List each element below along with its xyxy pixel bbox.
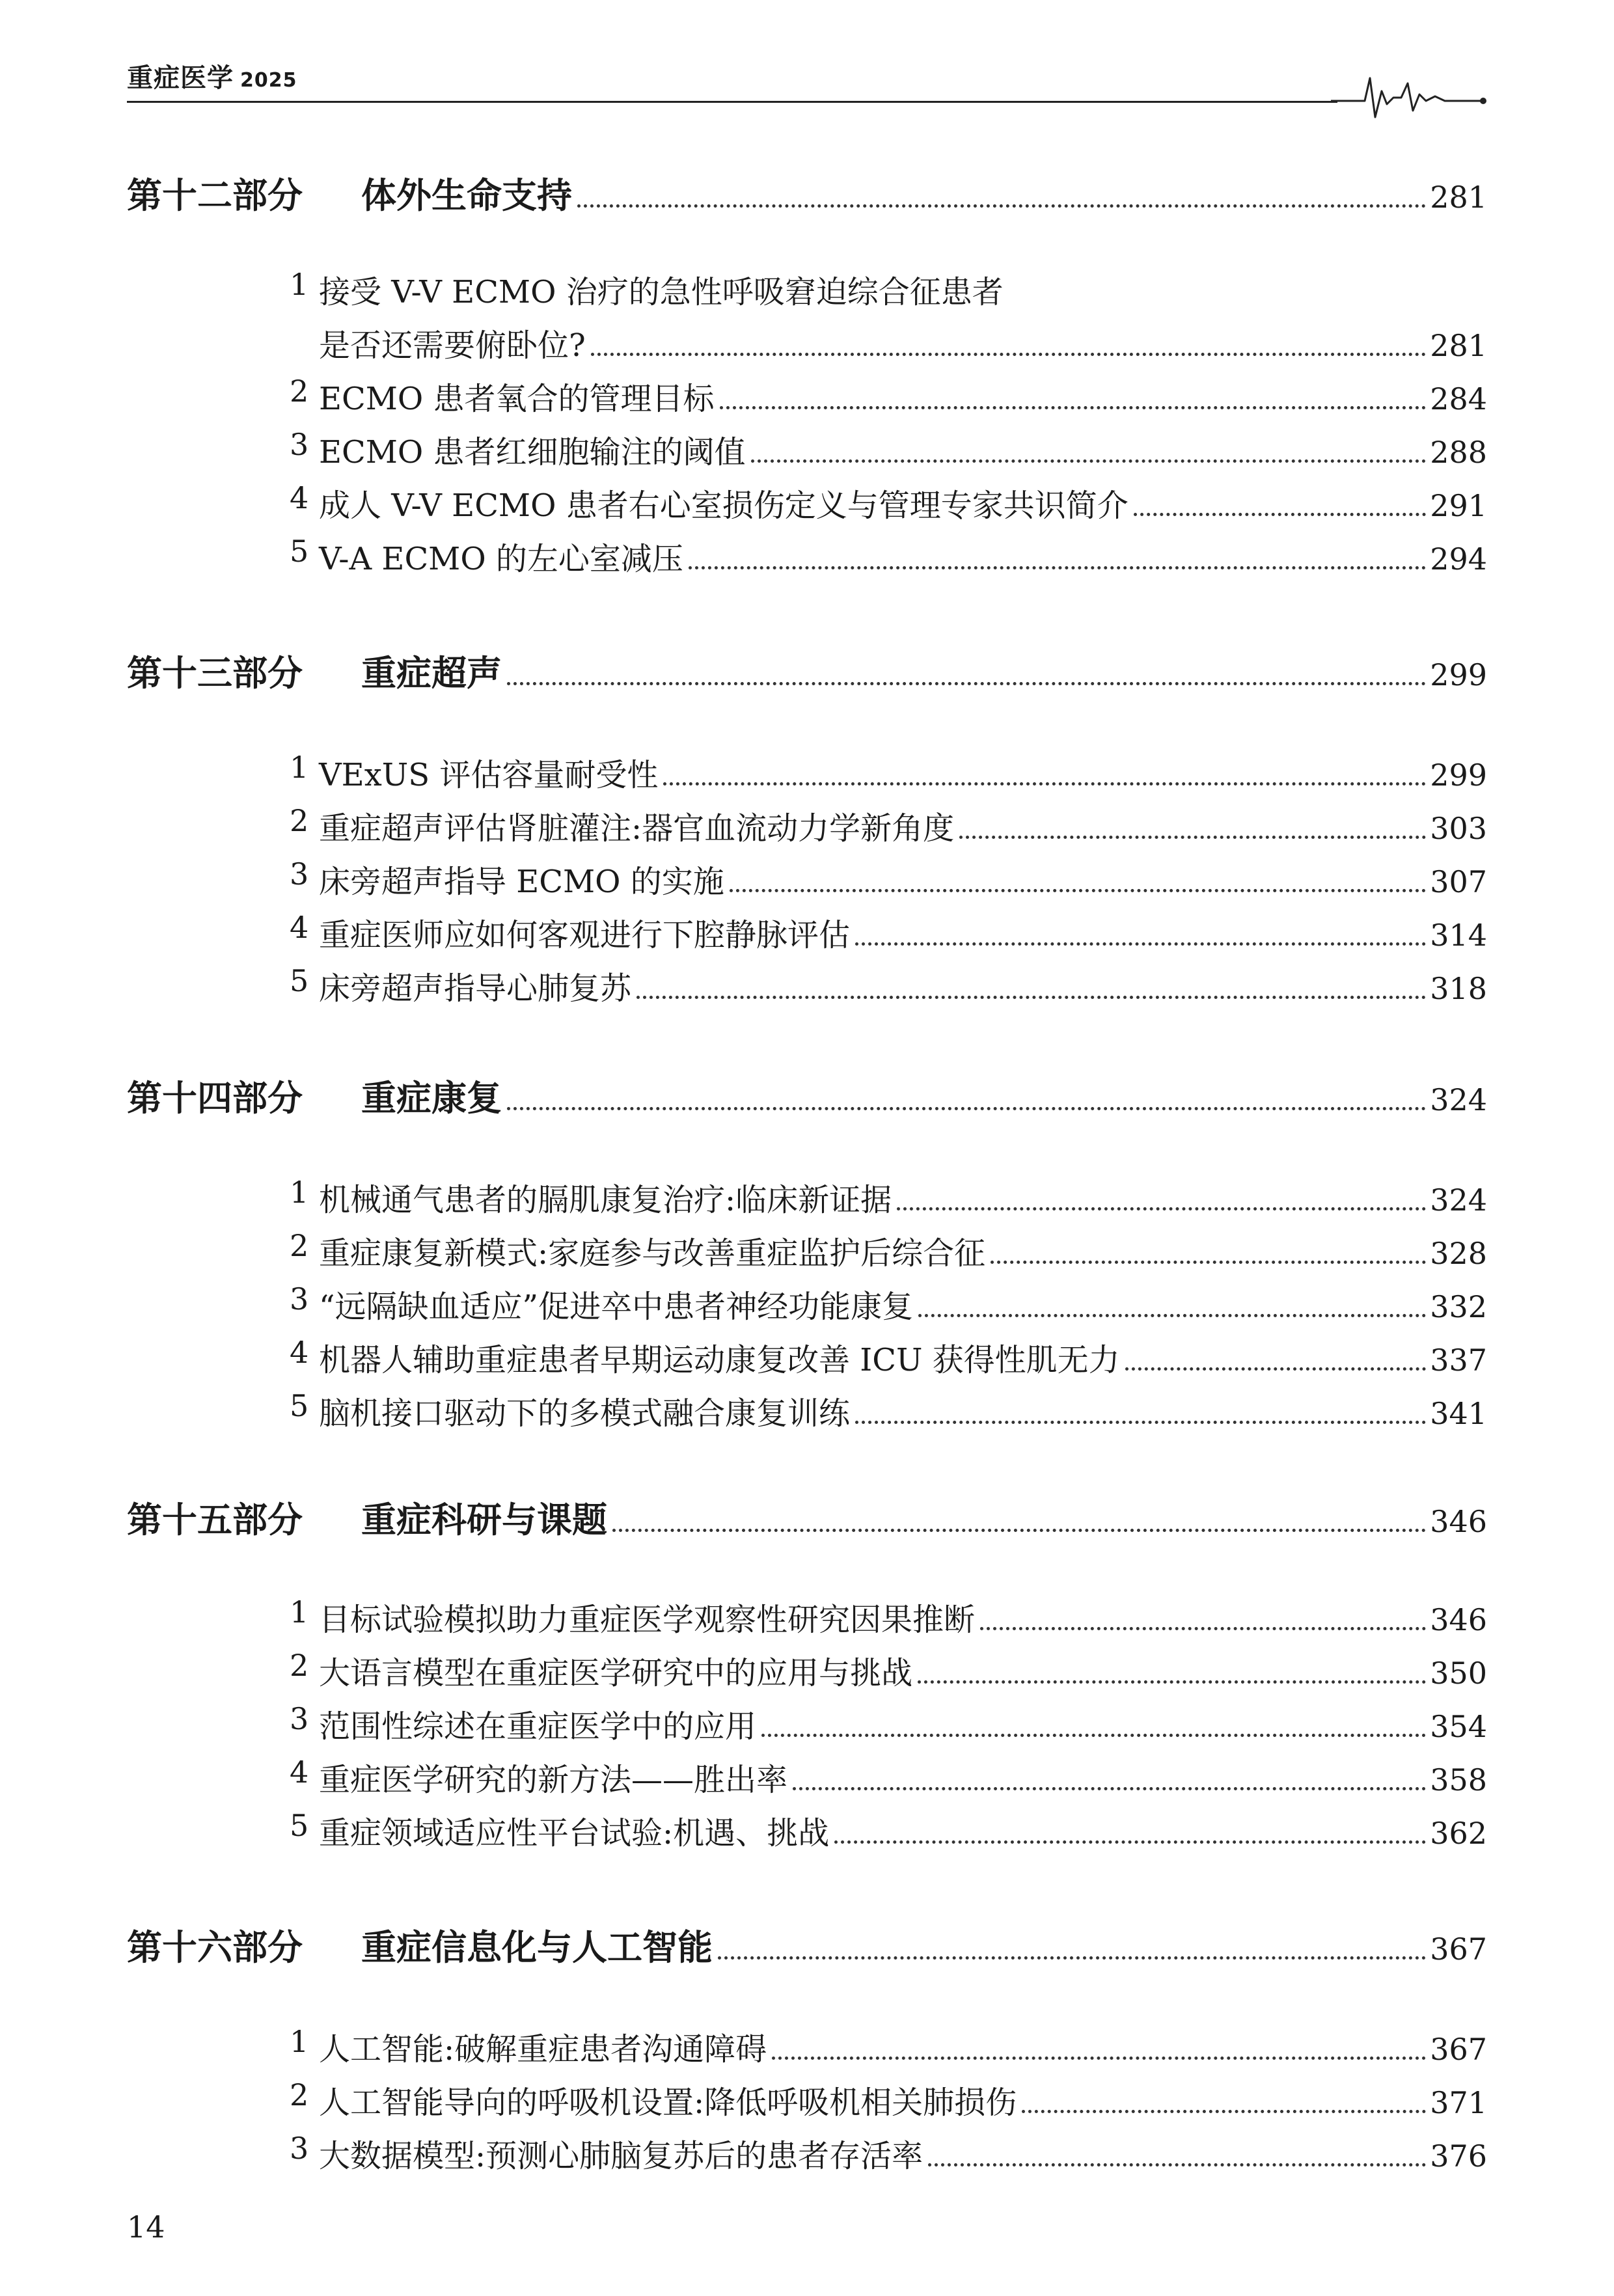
entry-page: 307 bbox=[1430, 864, 1487, 899]
part-heading[interactable] bbox=[127, 1071, 1487, 1119]
toc-entry[interactable] bbox=[290, 1755, 1487, 1800]
entry-number: 2 bbox=[290, 803, 309, 838]
part-number: 第十五部分 bbox=[127, 1499, 303, 1540]
toc-entry[interactable] bbox=[290, 1594, 1487, 1640]
book-title bbox=[127, 57, 297, 94]
part-page: 281 bbox=[1430, 180, 1487, 215]
dot-leader bbox=[980, 1627, 1426, 1630]
part-number: 第十二部分 bbox=[127, 175, 303, 216]
entry-number: 3 bbox=[290, 856, 309, 892]
entry-title: 范围性综述在重症医学中的应用 bbox=[319, 1708, 757, 1745]
toc-entry[interactable] bbox=[290, 750, 1487, 795]
entry-title: ECMO 患者氧合的管理目标 bbox=[319, 381, 715, 417]
entry-number: 5 bbox=[290, 1808, 309, 1843]
entry-page: 299 bbox=[1430, 758, 1487, 793]
entry-title: VExUS 评估容量耐受性 bbox=[319, 757, 659, 793]
dot-leader bbox=[689, 566, 1426, 569]
entry-title: 大数据模型:预测心肺脑复苏后的患者存活率 bbox=[319, 2138, 923, 2174]
entry-number: 2 bbox=[290, 374, 309, 409]
entry-title: 机械通气患者的膈肌康复治疗:临床新证据 bbox=[319, 1182, 892, 1218]
dot-leader bbox=[793, 1787, 1426, 1790]
part-number: 第十三部分 bbox=[127, 653, 303, 694]
toc-entry[interactable] bbox=[290, 267, 1487, 312]
dot-leader bbox=[751, 459, 1427, 463]
entry-title: 大语言模型在重症医学研究中的应用与挑战 bbox=[319, 1655, 913, 1691]
toc-entry[interactable] bbox=[290, 856, 1487, 902]
toc-entry[interactable] bbox=[290, 1281, 1487, 1327]
entry-number: 1 bbox=[290, 1175, 309, 1210]
toc-entry[interactable] bbox=[290, 1701, 1487, 1747]
part-title: 重症康复 bbox=[361, 1078, 502, 1119]
entry-page: 350 bbox=[1430, 1656, 1487, 1691]
toc-entry[interactable] bbox=[290, 2131, 1487, 2176]
toc-entry[interactable] bbox=[290, 803, 1487, 849]
toc-entry[interactable] bbox=[290, 374, 1487, 419]
toc-entry[interactable] bbox=[290, 1808, 1487, 1853]
dot-leader bbox=[855, 1421, 1426, 1424]
entry-title-line2: 是否还需要俯卧位? bbox=[319, 327, 586, 364]
entry-page: 362 bbox=[1430, 1816, 1487, 1851]
toc-entry[interactable] bbox=[290, 427, 1487, 472]
entry-title: 床旁超声指导 ECMO 的实施 bbox=[319, 864, 724, 900]
dot-leader bbox=[897, 1207, 1426, 1210]
dot-leader bbox=[918, 1314, 1426, 1317]
entry-page: 281 bbox=[1430, 328, 1487, 363]
toc-entry[interactable] bbox=[290, 910, 1487, 955]
entry-title: ECMO 患者红细胞输注的阈值 bbox=[319, 434, 746, 471]
entry-page: 376 bbox=[1430, 2139, 1487, 2174]
part-page: 346 bbox=[1430, 1504, 1487, 1539]
entry-number: 4 bbox=[290, 480, 309, 515]
part-page: 324 bbox=[1430, 1082, 1487, 1117]
entry-title: 重症医师应如何客观进行下腔静脉评估 bbox=[319, 917, 851, 953]
entry-page: 328 bbox=[1430, 1236, 1487, 1271]
book-year: 2025 bbox=[240, 69, 297, 92]
dot-leader bbox=[612, 1529, 1426, 1532]
part-page: 299 bbox=[1430, 657, 1487, 692]
part-heading[interactable] bbox=[127, 646, 1487, 694]
dot-leader bbox=[928, 2163, 1426, 2166]
entry-page: 346 bbox=[1430, 1602, 1487, 1637]
toc-entry[interactable] bbox=[290, 1335, 1487, 1380]
dot-leader bbox=[772, 2057, 1426, 2060]
entry-page: 324 bbox=[1430, 1182, 1487, 1218]
part-number: 第十四部分 bbox=[127, 1078, 303, 1119]
part-number: 第十六部分 bbox=[127, 1927, 303, 1968]
entry-title: 人工智能:破解重症患者沟通障碍 bbox=[319, 2031, 767, 2068]
toc-entry[interactable] bbox=[290, 534, 1487, 579]
entry-number: 2 bbox=[290, 1648, 309, 1683]
entry-number: 3 bbox=[290, 1281, 309, 1317]
toc-entry[interactable] bbox=[290, 963, 1487, 1009]
entry-page: 371 bbox=[1430, 2085, 1487, 2120]
entry-title: 重症领域适应性平台试验:机遇、挑战 bbox=[319, 1815, 830, 1852]
dot-leader bbox=[507, 1107, 1426, 1110]
toc-entry[interactable] bbox=[290, 2024, 1487, 2070]
toc-entry[interactable] bbox=[290, 1228, 1487, 1274]
entry-title: 重症超声评估肾脏灌注:器官血流动力学新角度 bbox=[319, 810, 955, 847]
entry-page: 318 bbox=[1430, 971, 1487, 1006]
entry-page: 288 bbox=[1430, 435, 1487, 470]
entry-page: 358 bbox=[1430, 1762, 1487, 1797]
dot-leader bbox=[855, 942, 1426, 946]
entry-number: 1 bbox=[290, 750, 309, 785]
dot-leader bbox=[1022, 2110, 1426, 2113]
toc-entry[interactable] bbox=[290, 1388, 1487, 1434]
page-number: 14 bbox=[127, 2209, 165, 2245]
entry-number: 2 bbox=[290, 1228, 309, 1263]
part-title: 重症超声 bbox=[361, 653, 502, 694]
dot-leader bbox=[577, 204, 1426, 208]
dot-leader bbox=[730, 889, 1426, 892]
dot-leader bbox=[591, 353, 1426, 356]
entry-number: 5 bbox=[290, 963, 309, 998]
entry-title: 重症康复新模式:家庭参与改善重症监护后综合征 bbox=[319, 1235, 986, 1272]
entry-page: 367 bbox=[1430, 2032, 1487, 2067]
entry-title: 接受 V-V ECMO 治疗的急性呼吸窘迫综合征患者 bbox=[319, 274, 1004, 310]
dot-leader bbox=[663, 782, 1426, 786]
book-title-text: 重症医学 bbox=[127, 63, 234, 93]
entry-number: 5 bbox=[290, 534, 309, 569]
toc-entry[interactable] bbox=[290, 1648, 1487, 1693]
dot-leader bbox=[959, 836, 1426, 839]
entry-number: 4 bbox=[290, 1335, 309, 1370]
entry-page: 341 bbox=[1430, 1396, 1487, 1431]
entry-title: 人工智能导向的呼吸机设置:降低呼吸机相关肺损伤 bbox=[319, 2084, 1017, 2121]
entry-page: 303 bbox=[1430, 811, 1487, 846]
dot-leader bbox=[636, 996, 1426, 999]
entry-number: 4 bbox=[290, 1755, 309, 1790]
entry-number: 2 bbox=[290, 2077, 309, 2112]
part-heading[interactable] bbox=[127, 1920, 1487, 1968]
toc-entry-continuation[interactable] bbox=[319, 320, 1487, 366]
entry-title: 机器人辅助重症患者早期运动康复改善 ICU 获得性肌无力 bbox=[319, 1342, 1120, 1378]
entry-number: 3 bbox=[290, 2131, 309, 2166]
part-heading[interactable] bbox=[127, 168, 1487, 216]
dot-leader bbox=[507, 682, 1426, 685]
entry-page: 294 bbox=[1430, 541, 1487, 577]
part-title: 重症信息化与人工智能 bbox=[361, 1927, 713, 1968]
part-heading[interactable] bbox=[127, 1492, 1487, 1538]
entry-title: 成人 V-V ECMO 患者右心室损伤定义与管理专家共识简介 bbox=[319, 487, 1128, 524]
entry-number: 4 bbox=[290, 910, 309, 945]
entry-title: 目标试验模拟助力重症医学观察性研究因果推断 bbox=[319, 1602, 976, 1638]
entry-number: 5 bbox=[290, 1388, 309, 1423]
entry-number: 1 bbox=[290, 267, 309, 302]
entry-page: 314 bbox=[1430, 918, 1487, 953]
entry-page: 354 bbox=[1430, 1709, 1487, 1744]
entry-number: 1 bbox=[290, 1594, 309, 1630]
part-page: 367 bbox=[1430, 1932, 1487, 1967]
dot-leader bbox=[720, 406, 1427, 409]
entry-number: 3 bbox=[290, 427, 309, 462]
header-rule bbox=[127, 101, 1337, 103]
entry-number: 1 bbox=[290, 2024, 309, 2059]
toc-entry[interactable] bbox=[290, 1175, 1487, 1220]
entry-number: 3 bbox=[290, 1701, 309, 1736]
dot-leader bbox=[834, 1840, 1426, 1844]
dot-leader bbox=[1125, 1367, 1427, 1371]
entry-title: “远隔缺血适应”促进卒中患者神经功能康复 bbox=[319, 1289, 914, 1325]
entry-page: 284 bbox=[1430, 381, 1487, 417]
entry-title: 脑机接口驱动下的多模式融合康复训练 bbox=[319, 1395, 851, 1432]
entry-page: 337 bbox=[1430, 1343, 1487, 1378]
entry-title: V-A ECMO 的左心室减压 bbox=[319, 541, 683, 577]
dot-leader bbox=[1134, 513, 1426, 516]
ecg-waveform-icon bbox=[1331, 65, 1487, 124]
entry-title: 重症医学研究的新方法——胜出率 bbox=[319, 1762, 788, 1798]
dot-leader bbox=[761, 1734, 1426, 1737]
running-header bbox=[127, 52, 1487, 111]
entry-title: 床旁超声指导心肺复苏 bbox=[319, 970, 632, 1007]
part-title: 重症科研与课题 bbox=[361, 1499, 607, 1540]
toc-entry[interactable] bbox=[290, 480, 1487, 526]
entry-page: 332 bbox=[1430, 1289, 1487, 1324]
dot-leader bbox=[991, 1261, 1426, 1264]
dot-leader bbox=[918, 1680, 1426, 1684]
toc-entry[interactable] bbox=[290, 2077, 1487, 2123]
entry-page: 291 bbox=[1430, 488, 1487, 523]
dot-leader bbox=[718, 1956, 1426, 1960]
part-title: 体外生命支持 bbox=[361, 175, 572, 216]
